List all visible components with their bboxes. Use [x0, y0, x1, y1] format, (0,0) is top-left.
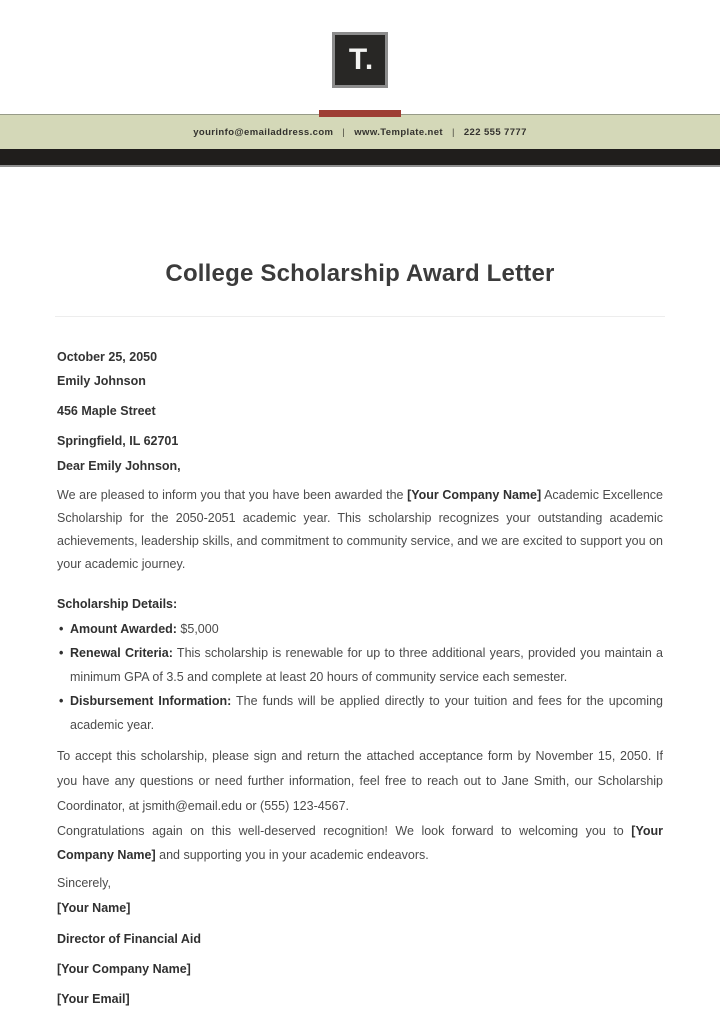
- signature-company: [Your Company Name]: [57, 962, 191, 976]
- intro-text-before: We are pleased to inform you that you have been awarded the: [57, 488, 408, 502]
- congrats-text-before: Congratulations again on this well-deserved recognition! We look forward to welcoming you to: [57, 824, 632, 838]
- contact-email: yourinfo@emailaddress.com: [193, 126, 334, 138]
- intro-text-after: Academic Excellence Scholarship for the 2050-2051 academic year. This scholarship recognizes your outstanding academic achievements, leadership skills, and commitment to community service, and we are excited to support you on your academic journey.: [57, 488, 663, 571]
- header-bands: [0, 114, 720, 167]
- signature-title: Director of Financial Aid: [57, 932, 202, 946]
- list-item-renewal: [57, 641, 663, 689]
- detail-label: Amount Awarded:: [70, 622, 177, 636]
- detail-text: $5,000: [176, 622, 219, 636]
- letter-date: October 25, 2050: [57, 350, 158, 364]
- list-item-amount: [57, 617, 663, 641]
- page-title: College Scholarship Award Letter: [165, 260, 555, 287]
- signature-name: [Your Name]: [57, 901, 131, 915]
- logo-t-icon: T.: [348, 43, 375, 76]
- template-logo: [332, 32, 388, 88]
- scholarship-details-list: [57, 617, 663, 737]
- company-name-placeholder: [Your Company Name]: [407, 488, 542, 502]
- salutation: Dear Emily Johnson,: [57, 459, 181, 473]
- contact-website: www.Template.net: [354, 126, 443, 138]
- recipient-street: 456 Maple Street: [57, 404, 156, 418]
- intro-paragraph: [57, 484, 663, 576]
- contact-phone: 222 555 7777: [463, 126, 527, 138]
- contact-separator: |: [342, 126, 346, 138]
- letter-content: [0, 259, 720, 1010]
- list-item-disbursement: [57, 689, 663, 737]
- signature-email: [Your Email]: [57, 992, 130, 1006]
- company-name-placeholder: [Your Company Name]: [57, 824, 663, 862]
- details-heading: Scholarship Details:: [57, 597, 178, 611]
- congrats-text-after: and supporting you in your academic endeavors.: [155, 848, 429, 862]
- accent-line: [319, 110, 401, 117]
- detail-text: The funds will be applied directly to your tuition and fees for the upcoming academic year.: [70, 694, 663, 732]
- recipient-city: Springfield, IL 62701: [57, 434, 179, 448]
- detail-text: This scholarship is renewable for up to three additional years, provided you maintain a minimum GPA of 3.5 and complete at least 20 hours of community service each semester.: [70, 646, 663, 684]
- acceptance-paragraph: To accept this scholarship, please sign and return the attached acceptance form by November 15, 2050. If you have any questions or need further information, feel free to reach out to Jane Smith, our Scholarship Coordinator, at jsmith@email.edu or (555) 123-4567.: [57, 749, 663, 813]
- title-divider: [55, 316, 665, 317]
- closing: Sincerely,: [57, 876, 111, 890]
- detail-label: Renewal Criteria:: [70, 646, 173, 660]
- recipient-name: Emily Johnson: [57, 374, 146, 388]
- letterhead: [0, 32, 720, 167]
- contact-band: [0, 114, 720, 149]
- congratulations-paragraph: [57, 819, 663, 867]
- contact-separator: |: [452, 126, 455, 138]
- detail-label: Disbursement Information:: [70, 694, 232, 708]
- header-divider-bar: [0, 149, 720, 167]
